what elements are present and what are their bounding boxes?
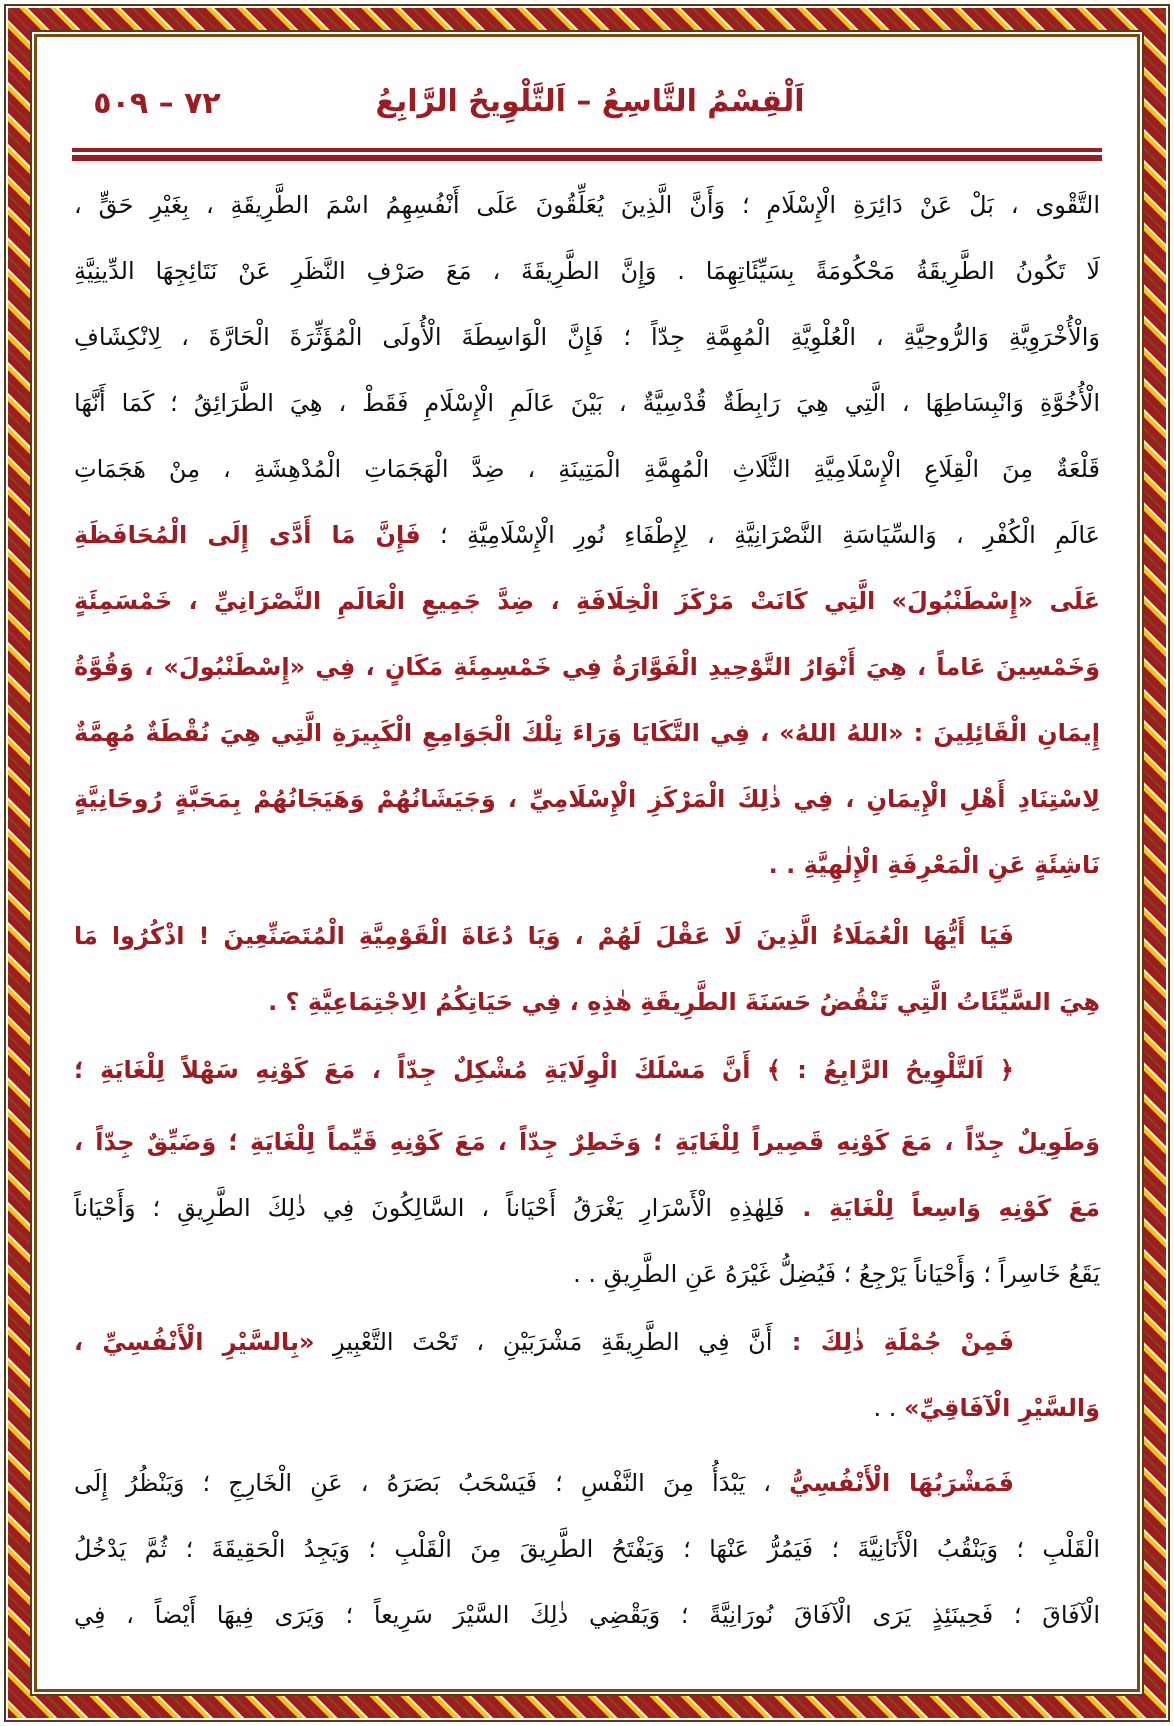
highlighted-text: فَيَا أَيُّهَا الْعُمَلَاءُ الَّذِينَ لَا عَقْلَ لَهُمْ ، وَيَا دُعَاةَ الْقَوْمِيَّةِ الْمُتَصَنِّعِينَ ! اذْكُرُوا مَا — [74, 922, 1014, 950]
text-line — [74, 1383, 1100, 1433]
running-header-page-ref: ٧٢ – ٥٠٩ — [93, 86, 221, 121]
highlighted-text: هِيَ السَّيِّئَاتُ الَّتِي تَنْقُضُ حَسَنَةَ الطَّرِيقَةِ هٰذِهِ ، فِي حَيَاتِكُمُ الِاجْتِمَاعِيَّةِ ؟ . — [268, 988, 1100, 1016]
highlighted-text: فَمَشْرَبُهَا الْأَنْفُسِيُّ — [789, 1469, 1014, 1497]
text-line — [74, 774, 1100, 824]
text-line — [74, 708, 1100, 758]
text-line — [74, 180, 1100, 230]
text-line — [74, 444, 1100, 494]
body-text-segment: عَالَمِ الْكُفْرِ ، وَالسِّيَاسَةِ النَّصْرَانِيَّةِ ، لِإِطْفَاءِ نُورِ الْإِسْلَامِيَّةِ ؛ — [420, 521, 1100, 549]
body-text-segment: فَلِهٰذِهِ الْأَسْرَارِ يَغْرَقُ أَحْيَاناً ، السَّالِكُونَ فِي ذٰلِكَ الطَّرِيقِ ؛ وَأَحْيَاناً — [74, 1194, 785, 1222]
text-line — [74, 378, 1100, 428]
body-text-segment: الْقَلْبِ ؛ وَيَنْقُبُ الْأَنَانِيَّةَ ؛ فَيَمُرُّ عَنْهَا ؛ وَيَفْتَحُ الطَّرِيقَ مِنَ الْقَلْبِ ؛ وَيَجِدُ الْحَقِيقَةَ ؛ ثُمَّ يَدْخُلُ — [74, 1535, 1100, 1563]
body-text-segment: الْآفَاقَ ؛ فَحِينَئِذٍ يَرَى الْآفَاقَ نُورَانِيَّةً ؛ وَيَقْضِي ذٰلِكَ السَّيْرَ سَرِيعاً ؛ وَيَرَى فِيهَا أَيْضاً ، فِي — [74, 1601, 1100, 1629]
highlighted-text: وَخَمْسِينَ عَاماً ، هِيَ أَنْوَارُ التَّوْحِيدِ الْفَوَّارَةُ فِي خَمْسِمِئَةِ مَكَانٍ ، فِي «إِسْطَنْبُولَ» ، وَقُوَّةُ — [74, 653, 1100, 681]
text-line — [74, 1183, 1100, 1233]
body-text-segment: ، يَبْدَأُ مِنَ النَّفْسِ ؛ فَيَسْحَبُ بَصَرَهُ ، عَنِ الْخَارِجِ ؛ وَيَنْظُرُ إِلَى — [74, 1469, 790, 1497]
text-line — [74, 510, 1100, 560]
text-line — [74, 1045, 1014, 1095]
body-text-segment: لَا تَكُونُ الطَّرِيقَةُ مَحْكُومَةً بِسَيِّئَاتِهِمَا . وَإِنَّ الطَّرِيقَةَ ، مَعَ صَرْفِ النَّظَرِ عَنْ نَتَائِجِهَا الدِّينِيَّةِ — [74, 257, 1100, 285]
highlighted-text: فَإِنَّ مَا أَدَّى إِلَى الْمُحَافَظَةِ — [74, 521, 421, 549]
body-text-segment: أَنَّ فِي الطَّرِيقَةِ مَشْرَبَيْنِ ، تَحْتَ التَّعْبِيرِ — [314, 1328, 773, 1356]
body-text-segment: قَلْعَةٌ مِنَ الْقِلَاعِ الْإِسْلَامِيَّةِ الثَّلَاثِ الْمُهِمَّةِ الْمَتِينَةِ ، ضِدَّ الْهَجَمَاتِ الْمُدْهِشَةِ ، مِنْ هَجَمَاتِ — [74, 455, 1100, 483]
highlighted-text: «بِالسَّيْرِ الْأَنْفُسِيِّ ، — [74, 1328, 315, 1356]
highlighted-text: عَلَى «إِسْطَنْبُولَ» الَّتِي كَانَتْ مَرْكَزَ الْخِلَافَةِ ، ضِدَّ جَمِيعِ الْعَالَمِ النَّصْرَانِيِّ ، خَمْسَمِئَةٍ — [74, 587, 1100, 615]
text-line — [74, 1590, 1100, 1640]
body-text-segment: يَقَعُ خَاسِراً ؛ وَأَحْيَاناً يَرْجِعُ ؛ فَيُضِلُّ غَيْرَهُ عَنِ الطَّرِيقِ . . — [573, 1260, 1100, 1288]
body-text-segment: الْأُخُوَّةِ وَانْبِسَاطِهَا ، الَّتِي هِيَ رَابِطَةٌ قُدْسِيَّةٌ ، بَيْنَ عَالَمِ الْإِسْلَامِ فَقَطْ ، هِيَ الطَّرَائِقُ ؛ كَمَا أَنَّهَا — [74, 389, 1100, 417]
body-text-segment: . . — [873, 1394, 905, 1422]
text-line — [74, 1458, 1014, 1508]
highlighted-text: وَطَوِيلٌ جِدّاً ، مَعَ كَوْنِهِ قَصِيراً لِلْغَايَةِ ؛ وَخَطِرٌ جِدّاً ، مَعَ كَوْنِهِ قَيِّماً لِلْغَايَةِ ؛ وَضَيِّقٌ جِدّاً ، — [74, 1128, 1100, 1156]
text-line — [74, 642, 1100, 692]
text-line — [74, 840, 1100, 890]
text-line — [74, 312, 1100, 362]
highlighted-text: لِاسْتِنَادِ أَهْلِ الْإِيمَانِ ، فِي ذٰلِكَ الْمَرْكَزِ الْإِسْلَامِيِّ ، وَجَيَشَانُهُمْ وَهَيَجَانُهُمْ بِمَحَبَّةٍ رُوحَانِيَّةٍ — [74, 785, 1100, 813]
text-line — [74, 246, 1100, 296]
text-line — [74, 911, 1014, 961]
highlighted-text: مَعَ كَوْنِهِ وَاسِعاً لِلْغَايَةِ . — [784, 1194, 1100, 1222]
text-line — [74, 977, 1100, 1027]
header-rule-bottom — [72, 155, 1102, 161]
highlighted-text: وَالسَّيْرِ الْآفَاقِيِّ» — [904, 1394, 1100, 1422]
text-line — [74, 1117, 1100, 1167]
body-text-segment: وَالْأُخْرَوِيَّةِ وَالرُّوحِيَّةِ ، الْعُلْوِيَّةِ الْمُهِمَّةِ جِدّاً ؛ فَإِنَّ الْوَاسِطَةَ الْأُولَى الْمُؤَثِّرَةَ الْحَارَّةَ ، لِانْكِشَافِ — [74, 323, 1100, 351]
text-line — [74, 1317, 1014, 1367]
highlighted-text: نَاشِئَةٍ عَنِ الْمَعْرِفَةِ الْإِلٰهِيَّةِ . . — [768, 851, 1100, 879]
text-line — [74, 576, 1100, 626]
body-text-segment: التَّقْوى ، بَلْ عَنْ دَائِرَةِ الْإِسْلَامِ ؛ وَأَنَّ الَّذِينَ يُعَلِّقُونَ عَلَى أَنْفُسِهِمُ اسْمَ الطَّرِيقَةِ ، بِغَيْرِ حَقٍّ ، — [74, 191, 1100, 219]
highlighted-text: إِيمَانِ الْقَائِلِينَ : «اللهُ اللهُ» ، فِي التَّكَايَا وَرَاءَ تِلْكَ الْجَوَامِعِ الْكَبِيرَةِ الَّتِي هِيَ نُقْطَةٌ مُهِمَّةٌ — [74, 719, 1100, 747]
header-rule-top — [72, 148, 1102, 152]
highlighted-text: ﴿ اَلتَّلْوِيحُ الرَّابِعُ : ﴾ أَنَّ مَسْلَكَ الْوِلَايَةِ مُشْكِلٌ جِدّاً ، مَعَ كَوْنِهِ سَهْلاً لِلْغَايَةِ ؛ — [74, 1056, 1014, 1084]
text-line — [74, 1249, 1100, 1299]
highlighted-text: فَمِنْ جُمْلَةِ ذٰلِكَ : — [772, 1328, 1015, 1356]
running-header-title: اَلْقِسْمُ التَّاسِعُ – اَلتَّلْوِيحُ الرَّابِعُ — [375, 84, 805, 119]
text-line — [74, 1524, 1100, 1574]
